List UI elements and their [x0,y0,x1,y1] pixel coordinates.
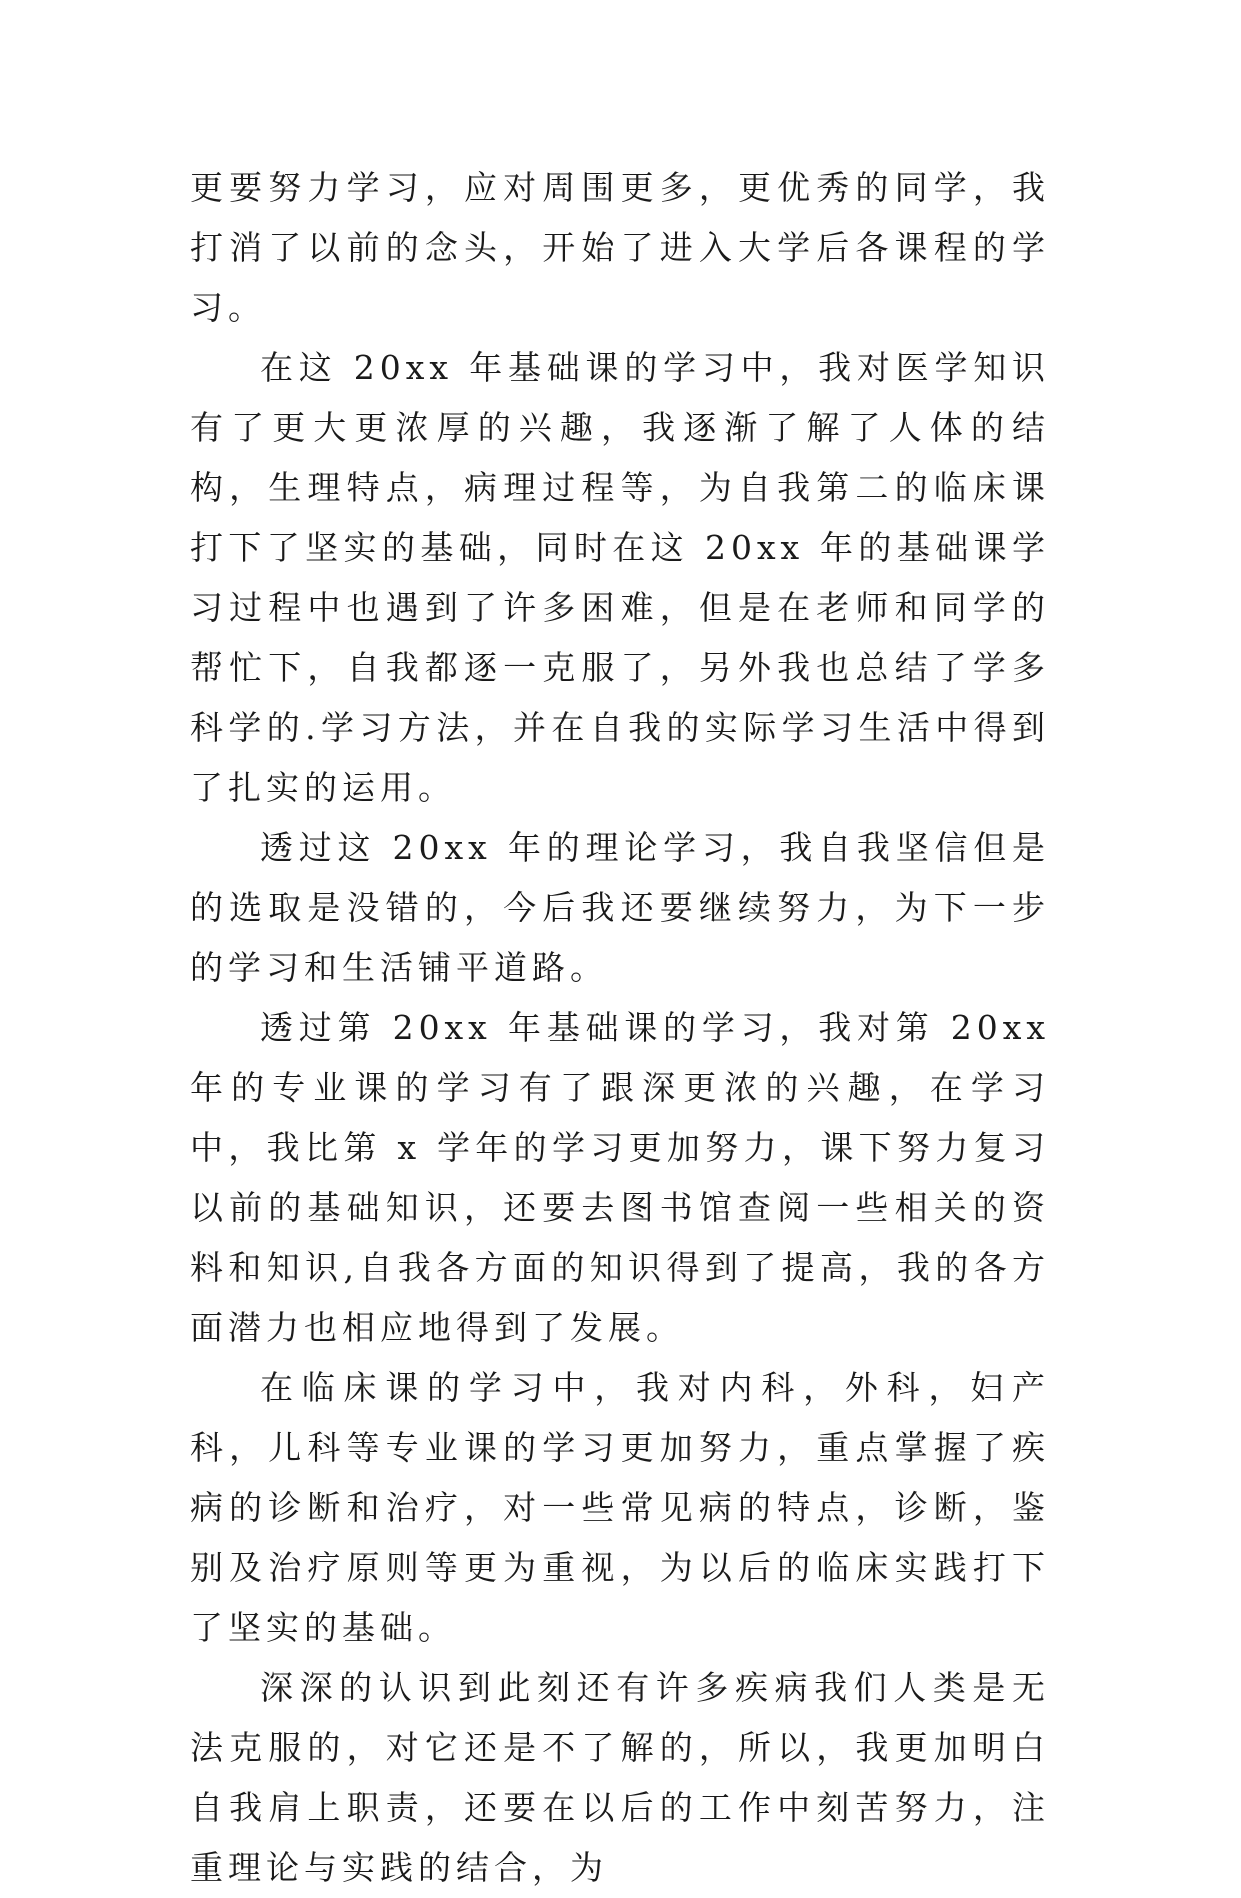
paragraph-continuation: 更要努力学习，应对周围更多，更优秀的同学，我打消了以前的念头，开始了进入大学后各课程的学习。 [190,168,1050,327]
document-body [190,158,1050,1898]
paragraph-basic-course: 在这 20xx 年基础课的学习中，我对医学知识有了更大更浓厚的兴趣，我逐渐了解了人体的结构，生理特点，病理过程等，为自我第二的临床课打下了坚实的基础，同时在这 20xx 年的基础课学习过程中也遇到了许多困难，但是在老师和同学的帮忙下，自我都逐一克服了，另外我也总结了学多科学的.学习方法，并在自我的实际学习生活中得到了扎实的运用。 [190,348,1050,807]
paragraph-clinical-course: 在临床课的学习中，我对内科，外科，妇产科，儿科等专业课的学习更加努力，重点掌握了疾病的诊断和治疗，对一些常见病的特点，诊断，鉴别及治疗原则等更为重视，为以后的临床实践打下了坚实的基础。 [190,1368,1050,1647]
paragraph-professional-course: 透过第 20xx 年基础课的学习，我对第 20xx 年的专业课的学习有了跟深更浓的兴趣，在学习中，我比第 x 学年的学习更加努力，课下努力复习以前的基础知识，还要去图书馆查阅一些相关的资料和知识,自我各方面的知识得到了提高，我的各方面潜力也相应地得到了发展。 [190,1008,1050,1347]
paragraph-responsibility: 深深的认识到此刻还有许多疾病我们人类是无法克服的，对它还是不了解的，所以，我更加明白自我肩上职责，还要在以后的工作中刻苦努力，注重理论与实践的结合，为 [190,1668,1050,1887]
paragraph-theory-study: 透过这 20xx 年的理论学习，我自我坚信但是的选取是没错的，今后我还要继续努力，为下一步的学习和生活铺平道路。 [190,828,1050,987]
